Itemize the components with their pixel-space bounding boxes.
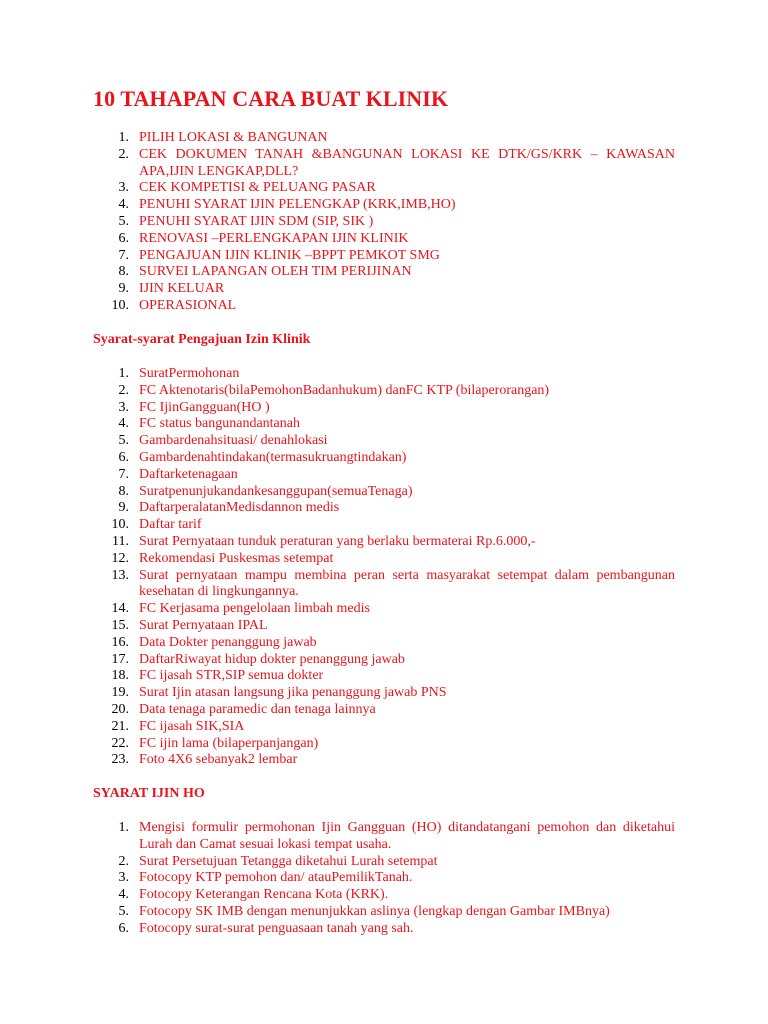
- list-item: 1. SuratPermohonan: [118, 366, 240, 381]
- list-item: 1. Mengisi formulir permohonan Ijin Gangguan (HO) ditandatangani pemohon dan diketahui Lurah dan Camat sesuai lokasi tempat usaha.: [118, 820, 675, 852]
- list-item: 11. Surat Pernyataan tunduk peraturan yang berlaku bermaterai Rp.6.000,-: [112, 533, 536, 549]
- ho-list: [93, 820, 675, 938]
- tahapan-list: [93, 130, 675, 315]
- list-item: 21. FC ijasah SIK,SIA: [111, 718, 245, 734]
- list-item: 4. Fotocopy Keterangan Rencana Kota (KRK).: [118, 887, 389, 903]
- list-item: 13. Surat pernyataan mampu membina peran serta masyarakat setempat dalam pembangunan kesehatan di lingkungannya.: [111, 567, 675, 600]
- list-item: 18. FC ijasah STR,SIP semua dokter: [111, 668, 324, 684]
- document-title: 10 TAHAPAN CARA BUAT KLINIK: [93, 86, 449, 111]
- list-item: 23. Foto 4X6 sebanyak2 lembar: [111, 752, 298, 768]
- list-item: 22. FC ijin lama (bilaperpanjangan): [111, 735, 319, 751]
- list-item: 7. PENGAJUAN IJIN KLINIK –BPPT PEMKOT SMG: [118, 247, 440, 263]
- list-item: 7. Daftarketenagaan: [118, 466, 238, 482]
- list-item: 10. OPERASIONAL: [111, 297, 237, 313]
- list-item: 8. SURVEI LAPANGAN OLEH TIM PERIJINAN: [118, 264, 412, 280]
- list-item: 5. Fotocopy SK IMB dengan menunjukkan aslinya (lengkap dengan Gambar IMBnya): [118, 903, 610, 919]
- list-item: 5. Gambardenahsituasi/ denahlokasi: [118, 433, 328, 449]
- list-item: 4. PENUHI SYARAT IJIN PELENGKAP (KRK,IMB,HO): [118, 197, 456, 213]
- list-item: 9. IJIN KELUAR: [118, 281, 225, 297]
- list-item: 20. Data tenaga paramedic dan tenaga lainnya: [111, 701, 376, 717]
- list-item: 2. Surat Persetujuan Tetangga diketahui Lurah setempat: [118, 853, 438, 869]
- list-item: 5. PENUHI SYARAT IJIN SDM (SIP, SIK ): [118, 213, 374, 229]
- list-item: 3. CEK KOMPETISI & PELUANG PASAR: [118, 180, 376, 196]
- list-item: 8. Suratpenunjukandankesanggupan(semuaTenaga): [118, 483, 413, 499]
- syarat-list: [93, 366, 675, 769]
- list-item: 15. Surat Pernyataan IPAL: [111, 617, 268, 633]
- list-item: 14. FC Kerjasama pengelolaan limbah medis: [111, 601, 370, 617]
- list-item: 19. Surat Ijin atasan langsung jika penanggung jawab PNS: [111, 685, 447, 701]
- list-item: 16. Data Dokter penanggung jawab: [111, 634, 317, 650]
- list-item: 3. FC IjinGangguan(HO ): [118, 399, 270, 415]
- list-item: 3. Fotocopy KTP pemohon dan/ atauPemilikTanah.: [118, 870, 413, 886]
- list-item: 1. PILIH LOKASI & BANGUNAN: [118, 130, 328, 145]
- syarat-heading: Syarat-syarat Pengajuan Izin Klinik: [93, 332, 311, 347]
- list-item: 17. DaftarRiwayat hidup dokter penanggung jawab: [111, 651, 405, 667]
- list-item: 6. Fotocopy surat-surat penguasaan tanah yang sah.: [118, 920, 414, 936]
- list-item: 10. Daftar tarif: [111, 517, 202, 533]
- list-item: 12. Rekomendasi Puskesmas setempat: [111, 550, 334, 566]
- ho-heading: SYARAT IJIN HO: [93, 786, 205, 801]
- list-item: 6. RENOVASI –PERLENGKAPAN IJIN KLINIK: [118, 230, 409, 246]
- list-item: 2. CEK DOKUMEN TANAH &BANGUNAN LOKASI KE DTK/GS/KRK – KAWASAN APA,IJIN LENGKAP,DLL?: [118, 146, 675, 179]
- list-item: 9. DaftarperalatanMedisdannon medis: [118, 500, 340, 516]
- list-item: 6. Gambardenahtindakan(termasukruangtindakan): [118, 449, 407, 465]
- list-item: 2. FC Aktenotaris(bilaPemohonBadanhukum) danFC KTP (bilaperorangan): [118, 382, 550, 398]
- list-item: 4. FC status bangunandantanah: [118, 416, 300, 432]
